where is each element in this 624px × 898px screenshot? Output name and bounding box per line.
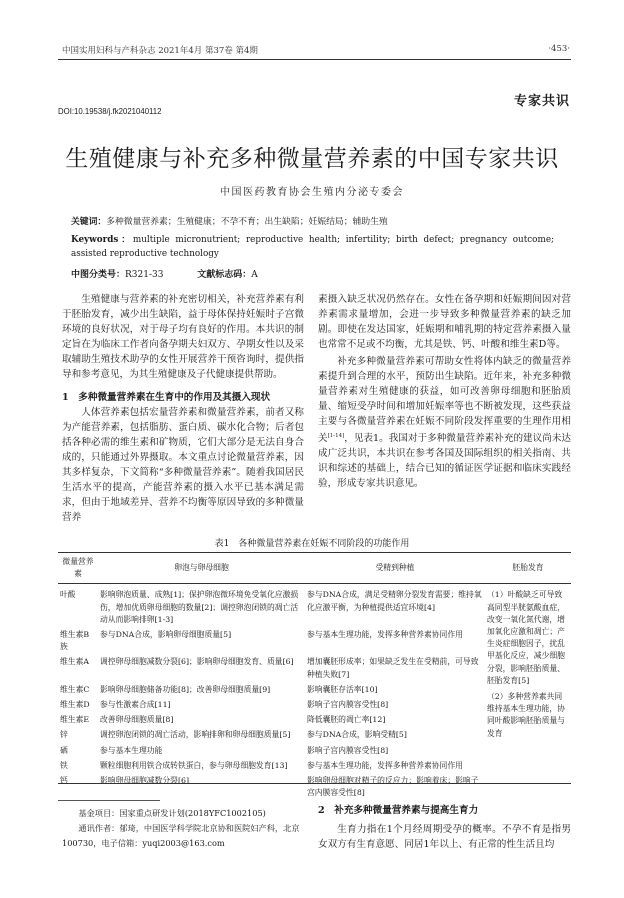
table-bottom-rule — [58, 783, 571, 784]
fertilization-implantation-cell: 降低囊胚的凋亡率[12] — [307, 715, 386, 725]
fertilization-implantation-cell: 参与DNA合成，影响受精[5] — [307, 730, 407, 740]
section-1-body: 人体营养素包括宏量营养素和微量营养素，前者又称为产能营养素，包括脂肪、蛋白质、碳水化合物；后者包括各种必需的维生素和矿物质，它们大部分是无法自身合成的，只能通过外界摄取。本文重点讨论微量营养素，因其多样复杂，下文简称“多种微量营养素”。随着我国居民生活水平的提高，产能营养素的摄入水平已基本满足需求，但由于地域差异、营养不均衡等原因导致的多种微量营养 — [62, 407, 304, 523]
nutrient-name-cell: 维生素B族 — [60, 630, 90, 652]
nutrient-name-cell: 维生素C — [60, 684, 90, 694]
doi: DOI:10.19538/j.fk2021040112 — [58, 107, 162, 116]
follicle-oocyte-cell: 影响卵母细胞储备功能[8]；改善卵母细胞质量[9] — [100, 684, 271, 694]
clc-label: 中图分类号： — [71, 270, 126, 280]
p2-text-end: ，见表1。我国对于多种微量营养素补充的建议尚未达成广泛共识，本共识在参考各国及国际组织的相关指南、共识和综述的基础上，结合已知的循证医学证据和临床实践经验，形成专家共识意见。 — [318, 433, 572, 490]
table-header-row — [58, 553, 571, 584]
intro-paragraph: 生殖健康与营养素的补充密切相关，补充营养素有利于胚胎发育，减少出生缺陷，益于母体保持妊娠时子宫微环境的良好状况，对于母子均有良好的作用。本共识的制定旨在为临床工作者向备孕期夫妇双方、孕期女性以及采取辅助生殖技术助孕的女性开展营养干预咨询时，提供指导和参考意见，为其生殖健康及子代健康提供帮助。 — [62, 294, 304, 380]
table-header-cell: 微量营养素 — [58, 553, 98, 584]
fertilization-implantation-cell: 影响子宫内膜容受性[8] — [307, 700, 389, 710]
keywords-en-text: multiple micronutrient; reproductive health; infertility; birth defect; pregnancy outcome; assisted reproductive technology — [71, 235, 554, 259]
table-row — [58, 584, 571, 629]
table-header-cell: 受精到种植 — [305, 553, 485, 584]
fertilization-implantation-cell: 影响囊胚存活率[10] — [307, 684, 378, 694]
section-2 — [318, 803, 571, 852]
right-column — [318, 292, 571, 491]
table-header-cell: 胚胎发育 — [485, 553, 571, 584]
keywords-en — [71, 233, 554, 261]
follicle-oocyte-cell: 调控卵母细胞减数分裂[6]；影响卵母细胞发育、质量[6] — [100, 657, 294, 667]
footnote — [62, 806, 306, 851]
section-2-heading: 2 补充多种微量营养素与提高生育力 — [318, 805, 479, 816]
doc-code-value: A — [251, 270, 258, 280]
left-column — [62, 292, 304, 525]
embryo-development-cell — [485, 584, 571, 803]
nutrient-name-cell: 铁 — [60, 760, 68, 770]
correspondence-note: 通讯作者：郁琦，中国医学科学院北京协和医院妇产科，北京100730，电子信箱：yuqi2003@163.com — [62, 823, 300, 848]
keywords-cn — [71, 215, 571, 229]
doc-code-label: 文献标志码： — [197, 270, 252, 280]
fertilization-implantation-cell: 参与DNA合成，满足受精卵分裂发育需要；维持氧化应激平衡，为种植提供适宜环境[4] — [307, 590, 482, 612]
journal-header: 中国实用妇科与产科杂志 2021年4月 第37卷 第4期 — [62, 46, 258, 56]
nutrient-name-cell: 维生素A — [60, 657, 90, 667]
nutrient-name-cell: 钙 — [60, 776, 68, 786]
follicle-oocyte-cell: 颗粒细胞利用铁合成转铁蛋白，参与卵母细胞发育[13] — [100, 760, 288, 770]
page-title: 生殖健康与补充多种微量营养素的中国专家共识 — [65, 146, 559, 172]
p2-text: 补充多种微量营养素可帮助女性将体内缺乏的微量营养素提升到合理的水平，预防出生缺陷。近年来，补充多种微量营养素对生殖健康的获益，如可改善卵母细胞和胚胎质量、缩短受孕时间和增加妊娠率等也不断被发现，这些获益主要与各微量营养素在妊娠不同阶段发挥重要的生理作用相关 — [318, 356, 571, 445]
nutrient-name-cell: 叶酸 — [60, 590, 76, 600]
classification-line — [71, 267, 258, 280]
follicle-oocyte-cell: 参与基本生理功能 — [100, 745, 163, 755]
fund-note: 基金项目：国家重点研发计划(2018YFC1002105) — [78, 808, 266, 818]
table-header-cell: 卵泡与卵母细胞 — [98, 553, 305, 584]
follicle-oocyte-cell: 参与性激素合成[11] — [100, 700, 171, 710]
footnote-rule — [58, 800, 160, 801]
nutrient-name-cell: 硒 — [60, 745, 68, 755]
fertilization-implantation-cell: 增加囊胚形成率；如果缺乏发生在受精前，可导致种植失败[7] — [307, 657, 479, 679]
clc-value: R321-33 — [125, 270, 164, 280]
nutrient-name-cell: 锌 — [60, 730, 68, 740]
nutrient-name-cell: 维生素D — [60, 700, 90, 710]
fertilization-implantation-cell: 影响子宫内膜容受性[8] — [307, 745, 389, 755]
right-paragraph-2 — [318, 354, 571, 491]
header-rule — [58, 59, 571, 60]
fertilization-implantation-cell: 参与基本生理功能，发挥多种营养素协同作用 — [307, 760, 463, 770]
follicle-oocyte-cell: 影响卵泡质量、成熟[1]；保护卵泡微环境免受氧化应激损伤，增加优质卵母细胞的数量[2]；调控卵泡闭锁的凋亡活动从而影响排卵[1-3] — [100, 590, 299, 624]
follicle-oocyte-cell: 调控卵泡闭锁的凋亡活动，影响排卵和卵母细胞质量[5] — [100, 730, 291, 740]
right-paragraph-1: 素摄入缺乏状况仍然存在。女性在备孕期和妊娠期间因对营养素需求量增加，会进一步导致多种微量营养素的缺乏加剧。即使在发达国家，妊娠期和哺乳期的特定营养素摄入量也常常不足或不均衡，尤其是铁、钙、叶酸和维生素D等。 — [318, 294, 571, 350]
column-label: 专家共识 — [513, 94, 570, 109]
nutrient-function-table — [58, 553, 571, 802]
follicle-oocyte-cell: 改善卵母细胞质量[8] — [100, 715, 174, 725]
section-1-heading: 1 多种微量营养素在生育中的作用及其摄入现状 — [62, 392, 271, 403]
follicle-oocyte-cell: 参与DNA合成，影响卵母细胞质量[5] — [100, 630, 232, 640]
embryo-development-item: （2）多种营养素共同维持基本生理功能，协同叶酸影响胚胎质量与发育 — [487, 692, 565, 738]
embryo-development-item: （1）叶酸缺乏可导致高同型半胱氨酸血症，改变一氧化氮代谢，增加氧化应激和凋亡；产生炎症细胞因子，扰乱甲基化反应，减少细胞分裂，影响胚胎质量、胚胎发育[5] — [487, 590, 565, 685]
fertilization-implantation-cell: 参与基本生理功能，发挥多种营养素协同作用 — [307, 630, 463, 640]
p2-ref: [1-14] — [327, 433, 345, 439]
keywords-cn-label: 关键词： — [71, 217, 107, 227]
nutrient-name-cell: 维生素E — [60, 715, 90, 725]
follicle-oocyte-cell: 影响卵母细胞减数分裂[6] — [100, 776, 190, 786]
fertilization-implantation-cell: 影响卵母细胞对精子的反应力；影响着床；影响子宫内膜容受性[8] — [307, 776, 479, 798]
author-line: 中国医药教育协会生殖内分泌专委会 — [220, 187, 404, 198]
section-2-body: 生育力指在1个月经周期受孕的概率。不孕不育是指男女双方有生育意愿、同居1年以上、有正常的性生活且均 — [318, 824, 571, 850]
keywords-en-label: Keywords： — [71, 235, 133, 245]
keywords-cn-text: 多种微量营养素；生殖健康；不孕不育；出生缺陷；妊娠结局；辅助生殖 — [106, 217, 388, 227]
table-caption: 表1 各种微量营养素在妊娠不同阶段的功能作用 — [214, 539, 410, 549]
page-number: ·453· — [548, 44, 570, 54]
